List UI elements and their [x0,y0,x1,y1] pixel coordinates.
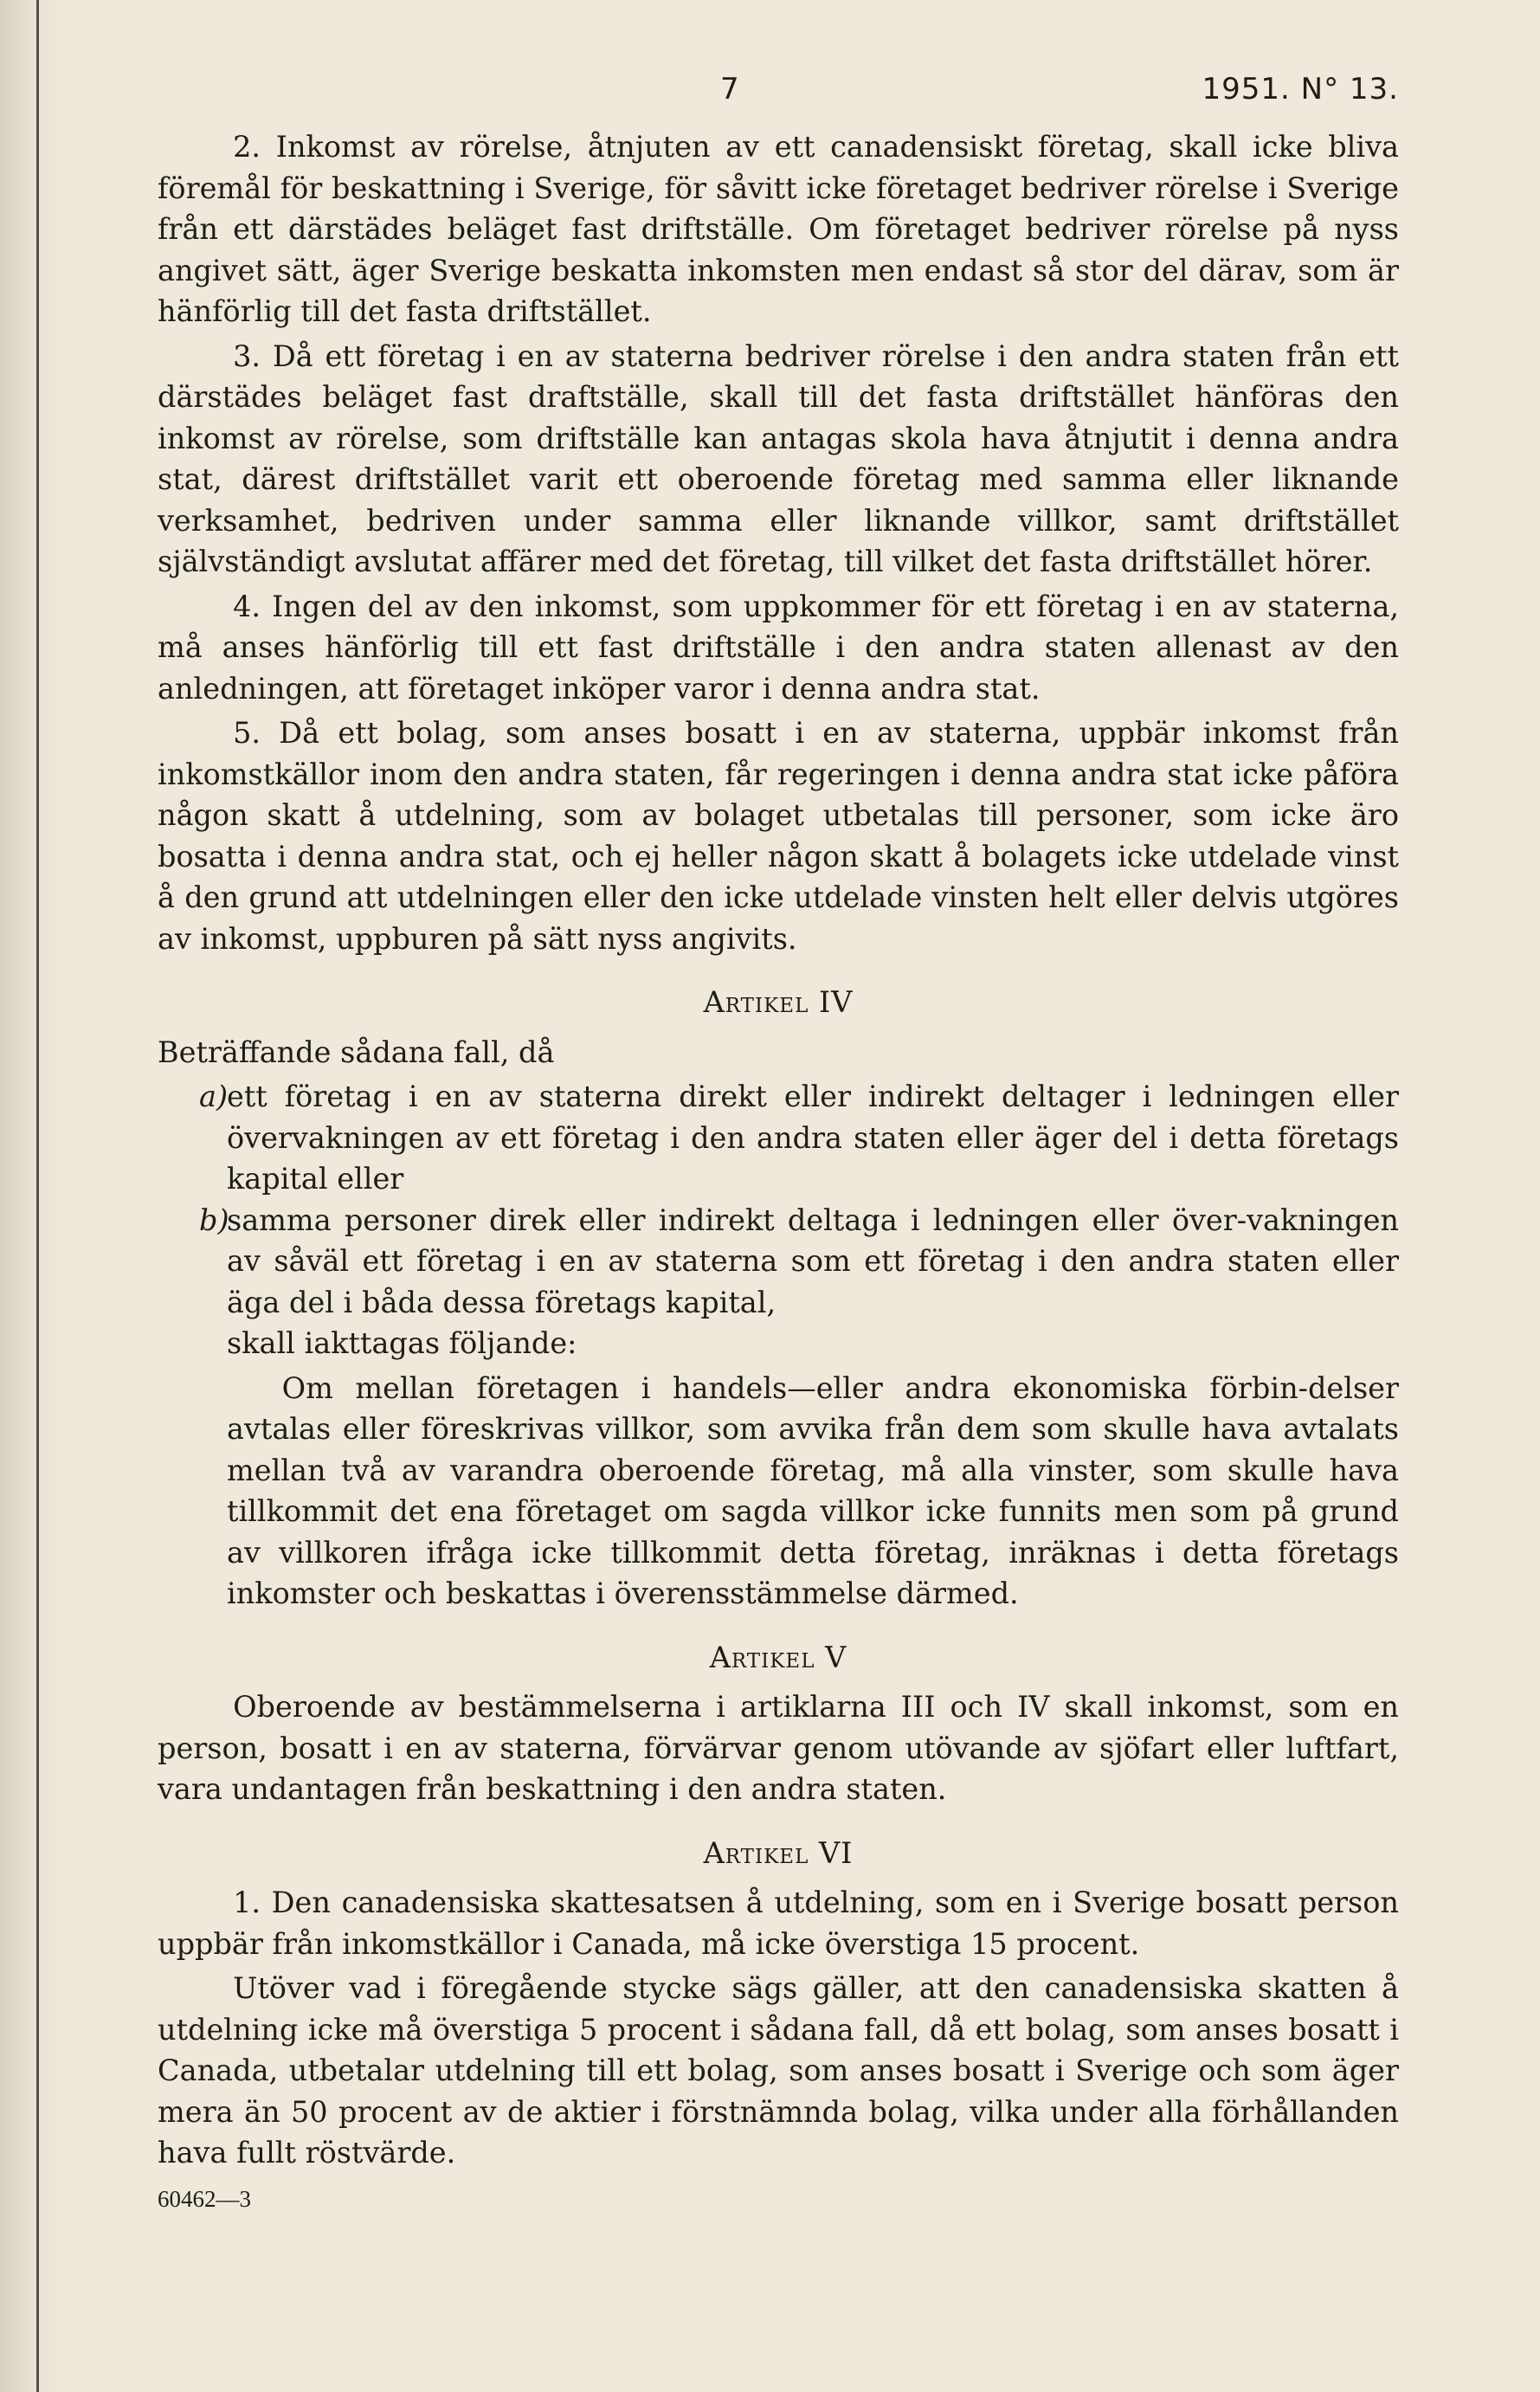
list-text-b: samma personer direk eller indirekt deltaga i ledningen eller över-vakningen av såväl ett företag i en av staterna som ett företag i den andra staten eller äga del i båda dessa företags kapital, [227,1202,1399,1319]
list-label-b: b) [199,1202,229,1237]
paragraph-2: 2. Inkomst av rörelse, åtnjuten av ett canadensiskt företag, skall icke bliva föremål för beskattning i Sverige, för såvitt icke företaget bedriver rörelse i Sverige från ett därstädes beläget fast driftställe. Om företaget bedriver rörelse på nyss angivet sätt, äger Sverige beskatta inkomsten men endast så stor del därav, som är hänförlig till det fasta driftstället. [158,130,1399,328]
article-6-heading: Artikel VI [703,1835,854,1870]
list-label-a: a) [199,1080,229,1113]
document-page [158,52,1399,2220]
book-spine-shadow [0,0,61,2392]
issue-reference: 1951. N° 13. [1202,72,1399,106]
paragraph-4: 4. Ingen del av den inkomst, som uppkommer för ett företag i en av staterna, må anses hänförlig till ett fast driftställe i den andra staten allenast av den anledningen, att företaget inköper varor i denna andra stat. [158,589,1399,706]
article-6-paragraph-2: Utöver vad i föregående stycke sägs gäller, att den canadensiska skatten å utdelning icke må överstiga 5 procent i sådana fall, då ett bolag, som anses bosatt i Canada, utbetalar utdelning till ett bolag, som anses bosatt i Sverige och som äger mera än 50 procent av de aktier i förstnämnda bolag, vilka under alla förhållanden hava fullt röstvärde. [158,1971,1399,2170]
article-4-text: Om mellan företagen i handels—eller andra ekonomiska förbin-delser avtalas eller föreskrivas villkor, som avvika från dem som skulle hava avtalats mellan två av varandra oberoende företag, må alla vinster, som skulle hava tillkommit det ena företaget om sagda villkor icke funnits men som på grund av villkoren ifråga icke tillkommit detta företag, inräknas i detta företags inkomster och beskattas i överensstämmelse därmed. [227,1370,1399,1610]
article-6-body [158,1882,1399,2174]
article-4-intro: Beträffande sådana fall, då [158,1035,555,1069]
binding-edge [36,0,39,2392]
page-header [158,52,1399,126]
print-code: 60462—3 [158,2185,251,2212]
paragraph-3: 3. Då ett företag i en av staterna bedriver rörelse i den andra staten från ett därstädes beläget fast draftställe, skall till det fasta driftstället hänföras den inkomst av rörelse, som driftställe kan antagas skola hava åtnjutit i denna andra stat, därest driftstället varit ett oberoende företag med samma eller liknande verksamhet, bedriven under samma eller liknande villkor, samt driftstället självständigt avslutat affärer med det företag, till vilket det fasta driftstället hörer. [158,338,1399,578]
list-item-a [158,1076,1399,1200]
article-5-body [158,1686,1399,1810]
list-text-a: ett företag i en av staterna direkt eller indirekt deltager i ledningen eller övervakningen av ett företag i den andra staten eller äger del i detta företags kapital eller [227,1080,1399,1196]
article3-continuation [158,126,1399,959]
page-number: 7 [720,72,739,106]
article-4-rule: skall iakttagas följande: [227,1326,577,1360]
article-5-heading: Artikel V [709,1640,847,1674]
article-5-text: Oberoende av bestämmelserna i artiklarna III och IV skall inkomst, som en person, bosatt i en av staterna, förvärvar genom utövande av sjöfart eller luftfart, vara undantagen från beskattning i den andra staten. [158,1690,1399,1806]
paragraph-5: 5. Då ett bolag, som anses bosatt i en av staterna, uppbär inkomst från inkomstkällor inom den andra staten, får regeringen i denna andra stat icke påföra någon skatt å utdelning, som av bolaget utbetalas till personer, som icke äro bosatta i denna andra stat, och ej heller någon skatt å bolagets icke utdelade vinst å den grund att utdelningen eller den icke utdelade vinsten helt eller delvis utgöres av inkomst, uppburen på sätt nyss angivits. [158,716,1399,956]
article-6-paragraph-1: 1. Den canadensiska skattesatsen å utdelning, som en i Sverige bosatt person uppbär från inkomstkällor i Canada, må icke överstiga 15 procent. [158,1886,1399,1961]
list-item-b [158,1200,1399,1324]
article-4-heading: Artikel IV [703,985,854,1019]
article-4-body [158,1032,1399,1615]
